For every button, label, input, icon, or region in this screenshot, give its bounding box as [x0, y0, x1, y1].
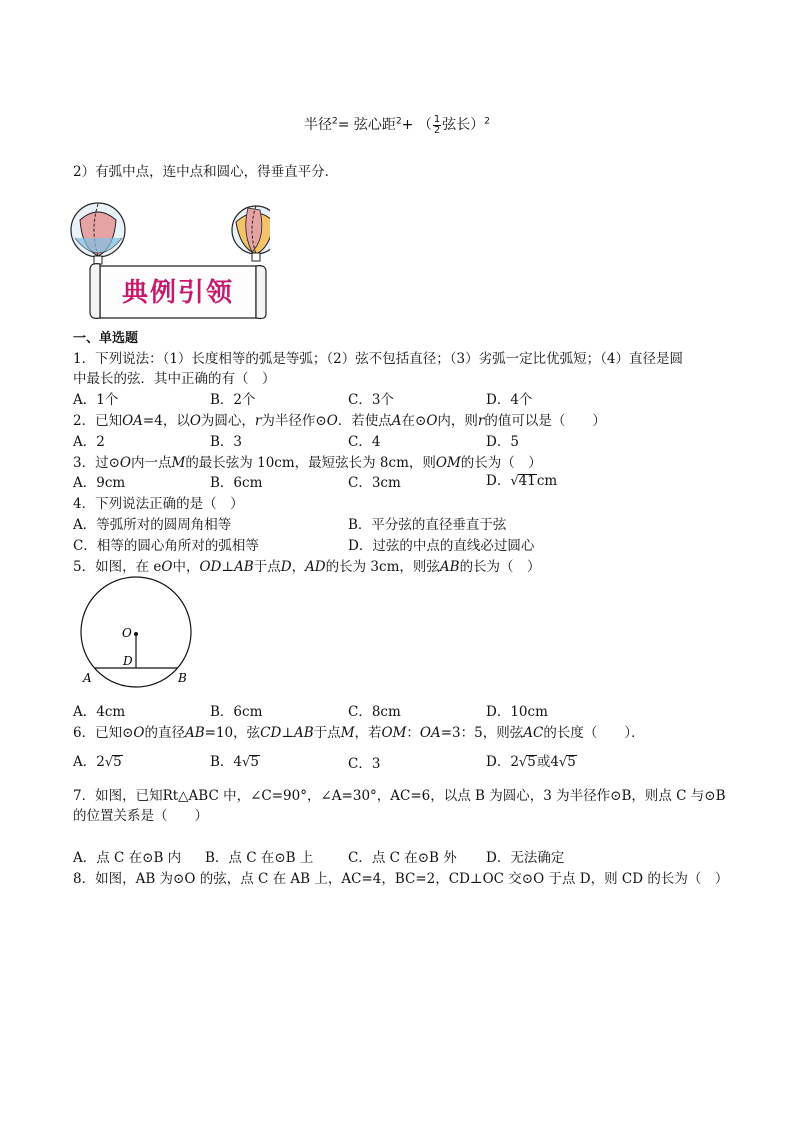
q2-option-b[interactable]: B．3	[210, 434, 243, 450]
label-o: O	[122, 626, 132, 640]
question-1-line-2: 中最长的弦．其中正确的有（ ）	[73, 371, 276, 387]
label-d: D	[123, 654, 133, 668]
question-6-stem: 6．已知⊙O的直径AB=10，弦CD⊥AB于点M，若OM：OA=3：5，则弦AC的长度（ ）．	[73, 725, 645, 741]
question-2-stem: 2．已知OA=4，以O为圆心，r为半径作⊙O．若使点A在⊙O内，则r的值可以是（ ）	[73, 413, 606, 429]
q4-option-d[interactable]: D．过弦的中点的直线必过圆心	[348, 538, 535, 554]
q6-option-b[interactable]: B．4√5	[210, 754, 259, 770]
q7-option-c[interactable]: C．点 C 在⊙B 外	[348, 850, 457, 866]
q7-option-a[interactable]: A．点 C 在⊙B 内	[73, 850, 182, 866]
label-a: A	[83, 671, 92, 685]
question-7-line-2: 的位置关系是（ ）	[73, 808, 208, 824]
sqrt-sign-icon: √	[558, 755, 568, 770]
q2-option-a[interactable]: A．2	[73, 434, 105, 450]
label-b: B	[178, 671, 187, 685]
q2-option-d[interactable]: D．5	[486, 434, 519, 450]
question-4-stem: 4．下列说法正确的是（ ）	[73, 496, 244, 512]
q1-option-c[interactable]: C．3个	[348, 392, 394, 408]
q7-option-b[interactable]: B．点 C 在⊙B 上	[205, 850, 314, 866]
q6-option-a[interactable]: A．2√5	[73, 754, 122, 770]
q5-option-b[interactable]: B．6cm	[210, 704, 263, 720]
q6-option-c[interactable]: C．3	[348, 756, 381, 772]
question-5-stem: 5．如图，在 eO中，OD⊥AB于点D，AD的长为 3cm，则弦AB的长为（ ）	[73, 559, 541, 575]
q1-option-b[interactable]: B．2个	[210, 392, 256, 408]
method-note: 2）有弧中点，连中点和圆心，得垂直平分．	[73, 164, 339, 180]
q4-option-c[interactable]: C．相等的圆心角所对的弧相等	[73, 538, 259, 554]
sqrt-sign-icon: √	[242, 755, 251, 770]
q2-option-c[interactable]: C．4	[348, 434, 381, 450]
q3-option-d[interactable]: D．√41cm	[486, 473, 558, 489]
q5-option-a[interactable]: A．4cm	[73, 704, 126, 720]
q4-option-a[interactable]: A．等弧所对的圆周角相等	[73, 517, 232, 533]
q1-option-d[interactable]: D．4个	[486, 392, 533, 408]
sqrt-sign-icon: √	[518, 755, 528, 770]
q3-option-b[interactable]: B．6cm	[210, 475, 263, 491]
question-3-stem: 3．过⊙O内一点M的最长弦为 10cm，最短弦长为 8cm，则OM的长为（ ）	[73, 455, 542, 471]
question-8-stem: 8．如图，AB 为⊙O 的弦，点 C 在 AB 上，AC=4，BC=2，CD⊥OC 交⊙O 于点 D，则 CD 的长为（ ）	[73, 871, 729, 887]
q5-option-d[interactable]: D．10cm	[486, 704, 548, 720]
center-point	[134, 632, 138, 636]
half-fraction: $\frac{1}{2}$	[433, 113, 441, 136]
q6-option-d[interactable]: D．2√5或4√5	[486, 754, 576, 770]
question-7-line-1: 7．如图，已知Rt△ABC 中，∠C=90°，∠A=30°，AC=6，以点 B 为圆心，3 为半径作⊙B，则点 C 与⊙B	[73, 788, 726, 804]
beach-ball-right-icon	[232, 206, 270, 261]
sqrt-sign-icon: √	[510, 474, 519, 489]
q3-option-a[interactable]: A．9cm	[73, 475, 126, 491]
question-5-circle-figure	[74, 576, 204, 688]
typical-example-banner	[70, 198, 270, 324]
q4-option-b[interactable]: B．平分弦的直径垂直于弦	[348, 517, 507, 533]
sqrt-sign-icon: √	[104, 755, 114, 770]
q7-option-d[interactable]: D．无法确定	[486, 850, 565, 866]
q5-option-c[interactable]: C．8cm	[348, 704, 401, 720]
banner-text: 典例引领	[121, 278, 235, 308]
section-title: 一、单选题	[73, 331, 139, 346]
beach-ball-left-icon	[71, 203, 125, 264]
q1-option-a[interactable]: A．1个	[73, 392, 119, 408]
question-1-line-1: 1．下列说法：（1）长度相等的弧是等弧；（2）弦不包括直径；（3）劣弧一定比优弧短；（4）直径是圆	[73, 351, 683, 367]
circle-chord-formula: 半径$^2$= 弦心距$^2$+ （ $\frac{1}{2}$ 弦长）$^2$	[304, 113, 490, 136]
q3-option-c[interactable]: C．3cm	[348, 475, 401, 491]
